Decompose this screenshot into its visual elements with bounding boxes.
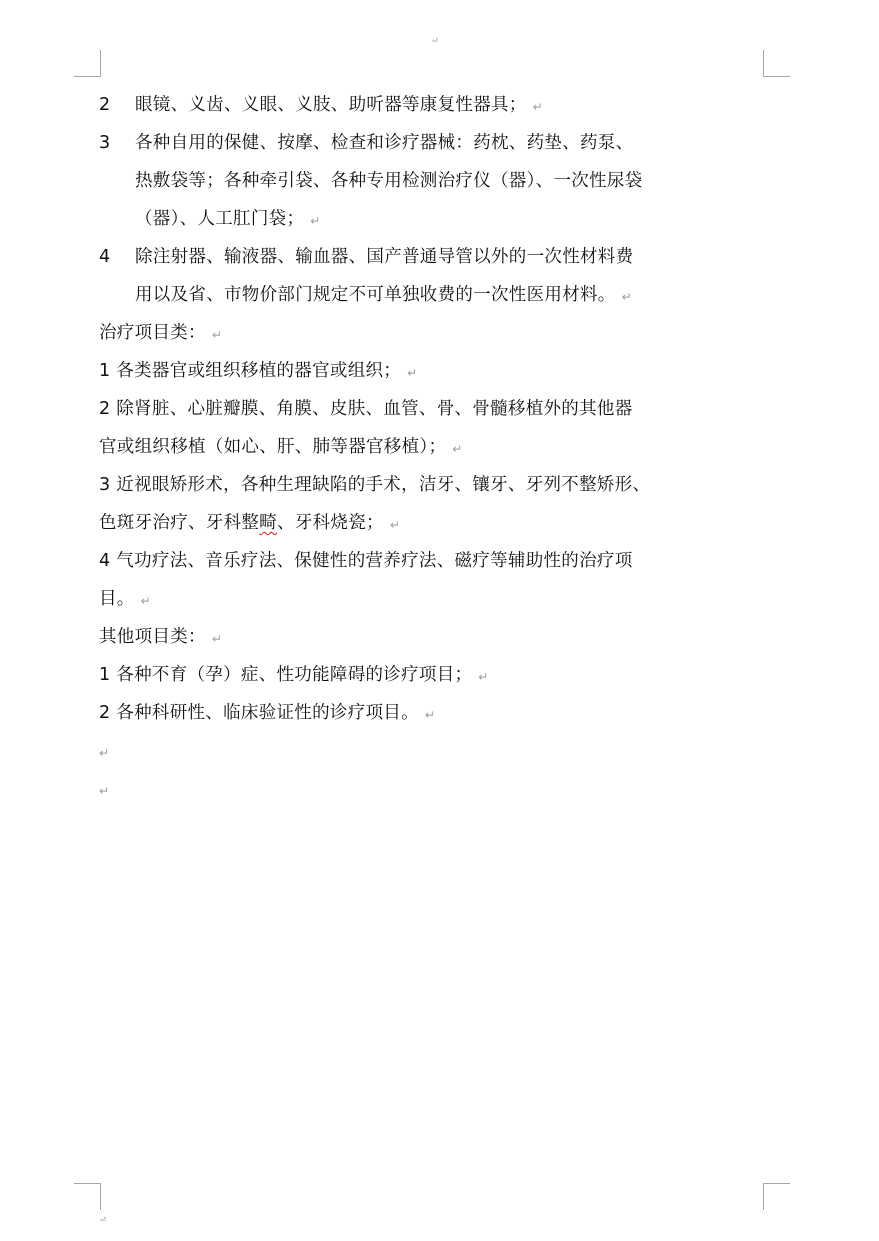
list-item: [99, 86, 779, 124]
list-number: 2: [99, 95, 111, 115]
list-item: [99, 656, 779, 694]
paragraph-continuation: [99, 276, 779, 314]
document-body[interactable]: [99, 86, 779, 808]
paragraph-text: 、牙科烧瓷；: [277, 513, 384, 533]
paragraph-text: 用以及省、市物价部门规定不可单独收费的一次性医用材料。: [135, 285, 616, 305]
paragraph-text: 2 除肾脏、心脏瓣膜、角膜、皮肤、血管、骨、骨髓移植外的其他器: [99, 399, 633, 419]
paragraph-mark-icon: ↵: [211, 328, 223, 342]
footer-paragraph-mark: ⏎: [100, 1216, 106, 1224]
paragraph-mark-icon: ↵: [532, 100, 543, 114]
paragraph-text: 2 各种科研性、临床验证性的诊疗项目。: [99, 703, 419, 723]
paragraph-continuation: [99, 504, 779, 542]
heading-text: 其他项目类：: [99, 627, 206, 647]
paragraph-text: 除注射器、输液器、输血器、国产普通导管以外的一次性材料费: [135, 247, 634, 267]
paragraph-text: 4 气功疗法、音乐疗法、保健性的营养疗法、磁疗等辅助性的治疗项: [99, 551, 633, 571]
list-number: 3: [99, 133, 111, 153]
crop-mark-bottom-left: [74, 1183, 101, 1210]
list-number: 4: [99, 247, 111, 267]
paragraph-text: （器）、人工肛门袋；: [135, 209, 305, 229]
heading-text: 治疗项目类：: [99, 323, 206, 343]
crop-mark-top-left: [74, 50, 101, 77]
paragraph-mark-icon: ↵: [424, 708, 436, 722]
paragraph-text: 各种自用的保健、按摩、检查和诊疗器械：药枕、药垫、药泵、: [135, 133, 634, 153]
section-heading: [99, 314, 779, 352]
list-item: [99, 124, 779, 162]
paragraph-mark-icon: ↵: [407, 366, 418, 380]
paragraph-continuation: [99, 162, 779, 200]
paragraph-text: 目。: [99, 589, 135, 609]
paragraph-mark-icon: ↵: [99, 746, 110, 760]
header-paragraph-mark: ⏎: [432, 37, 438, 45]
empty-paragraph: [99, 770, 779, 808]
paragraph-continuation: [99, 200, 779, 238]
paragraph-continuation: [99, 580, 779, 618]
paragraph-mark-icon: ↵: [310, 214, 321, 228]
section-heading: [99, 618, 779, 656]
crop-mark-top-right: [763, 50, 790, 77]
paragraph-mark-icon: ↵: [140, 594, 151, 608]
paragraph-mark-icon: ↵: [99, 784, 110, 798]
paragraph-continuation: [99, 428, 779, 466]
list-item: [99, 466, 779, 504]
list-item: [99, 694, 779, 732]
paragraph-mark-icon: ↵: [621, 290, 632, 304]
crop-mark-bottom-right: [763, 1183, 790, 1210]
paragraph-mark-icon: ↵: [211, 632, 223, 646]
list-item: [99, 352, 779, 390]
list-item: [99, 238, 779, 276]
empty-paragraph: [99, 732, 779, 770]
paragraph-mark-icon: ↵: [389, 518, 401, 532]
paragraph-mark-icon: ↵: [452, 442, 463, 456]
paragraph-text: 官或组织移植（如心、肝、肺等器官移植）；: [99, 437, 447, 457]
paragraph-mark-icon: ↵: [478, 670, 489, 684]
paragraph-text: 色斑牙治疗、牙科整: [99, 513, 260, 533]
list-item: [99, 542, 779, 580]
paragraph-text: 1 各种不育（孕）症、性功能障碍的诊疗项目；: [99, 665, 473, 685]
paragraph-text: 1 各类器官或组织移植的器官或组织；: [99, 361, 402, 381]
spelling-error-word[interactable]: 畸: [259, 513, 278, 533]
paragraph-text: 3 近视眼矫形术，各种生理缺陷的手术，洁牙、镶牙、牙列不整矫形、: [99, 475, 651, 495]
paragraph-text: 热敷袋等；各种牵引袋、各种专用检测治疗仪（器）、一次性尿袋: [135, 171, 643, 191]
paragraph-text: 眼镜、义齿、义眼、义肢、助听器等康复性器具；: [135, 95, 527, 115]
list-item: [99, 390, 779, 428]
